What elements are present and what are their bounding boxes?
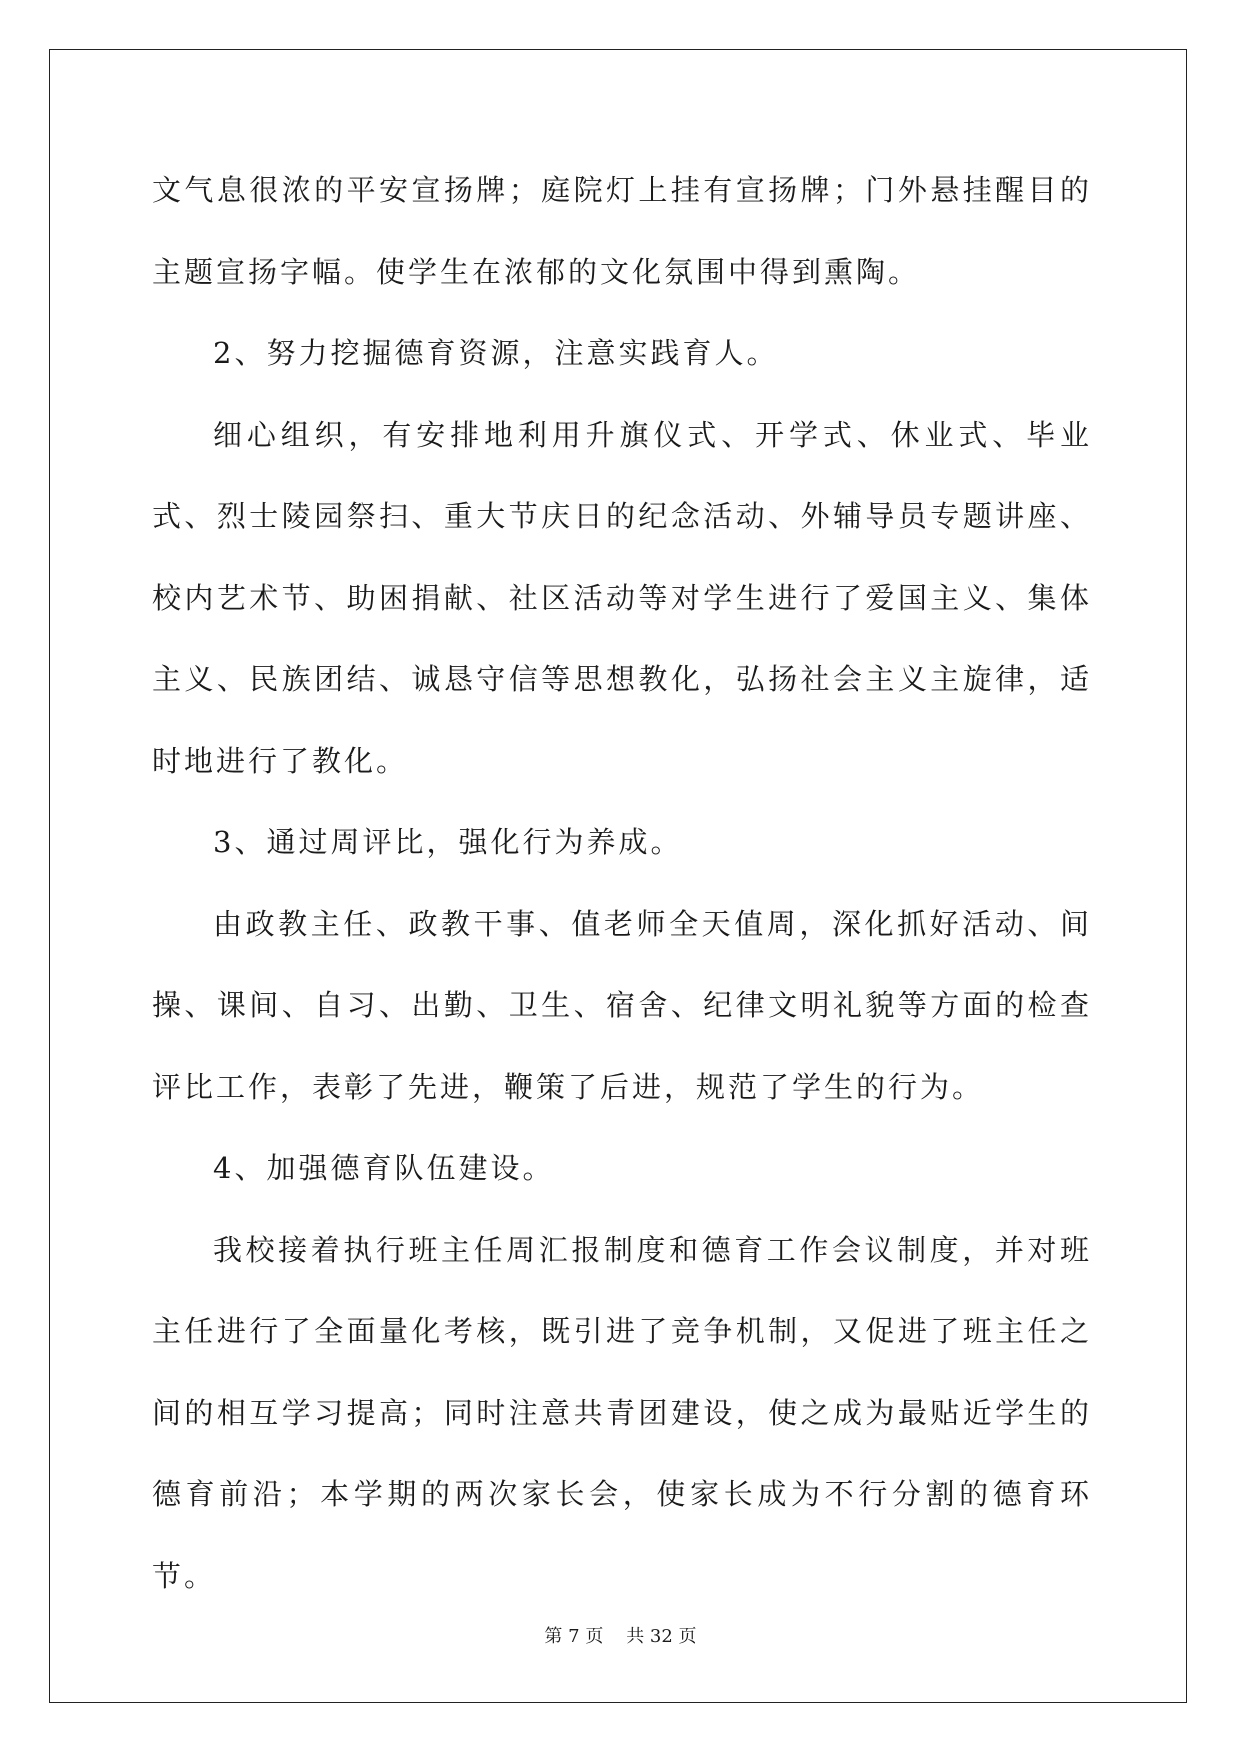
paragraph-heading-3: 3、通过周评比，强化行为养成。 — [213, 825, 683, 859]
paragraph-heading-4: 4、加强德育队伍建设。 — [213, 1151, 555, 1185]
paragraph-1: 文气息很浓的平安宣扬牌；庭院灯上挂有宣扬牌；门外悬挂醒目的主题宣扬字幅。使学生在浓郁的文化氛围中得到熏陶。 — [152, 173, 1092, 289]
page-number-footer — [0, 1622, 1241, 1648]
paragraph-7: 我校接着执行班主任周汇报制度和德育工作会议制度，并对班主任进行了全面量化考核，既引进了竞争机制，又促进了班主任之间的相互学习提高；同时注意共青团建设，使之成为最贴近学生的德育前沿；本学期的两次家长会，使家长成为不行分割的德育环节。 — [152, 1232, 1092, 1593]
paragraph-3: 细心组织，有安排地利用升旗仪式、开学式、休业式、毕业式、烈士陵园祭扫、重大节庆日的纪念活动、外辅导员专题讲座、校内艺术节、助困捐献、社区活动等对学生进行了爱国主义、集体主义、民族团结、诚恳守信等思想教化，弘扬社会主义主旋律，适时地进行了教化。 — [152, 417, 1092, 778]
paragraph-5: 由政教主任、政教干事、值老师全天值周，深化抓好活动、间操、课间、自习、出勤、卫生、宿舍、纪律文明礼貌等方面的检查评比工作，表彰了先进，鞭策了后进，规范了学生的行为。 — [152, 906, 1092, 1104]
page-number-label: 第 7 页 共 32 页 — [544, 1626, 697, 1647]
paragraph-heading-2: 2、努力挖掘德育资源，注意实践育人。 — [213, 336, 779, 370]
document-body — [152, 150, 1092, 1617]
